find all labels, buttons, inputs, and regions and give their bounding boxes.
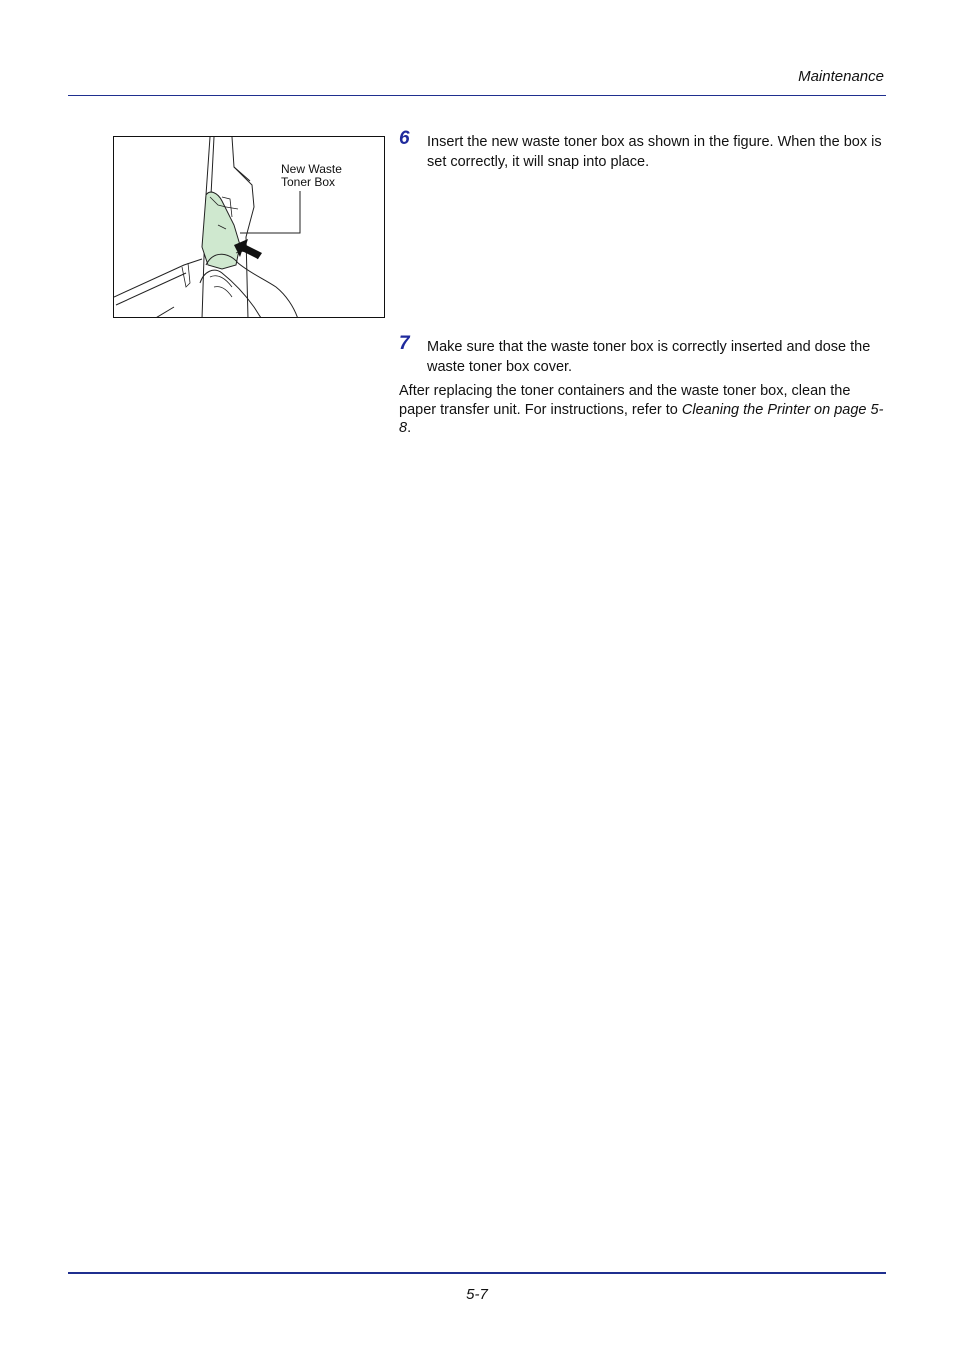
cross-reference-link[interactable]: Cleaning the Printer on page 5-8 xyxy=(399,401,884,436)
page-number: 5-7 xyxy=(466,1286,488,1303)
callout-label-line2: Toner Box xyxy=(281,175,336,189)
step-instruction: Insert the new waste toner box as shown in the figure. When the box is set correctly, it will snap into place. xyxy=(427,134,882,170)
note-text-end: . xyxy=(407,420,412,436)
callout-label-line1: New Waste xyxy=(281,162,342,176)
step-instruction: Make sure that the waste toner box is correctly inserted and dose the waste toner box cover. xyxy=(427,339,871,375)
footer-divider xyxy=(68,1272,886,1274)
callout-label xyxy=(281,163,342,189)
waste-toner-box-illustration xyxy=(113,136,385,318)
step-number: 6 xyxy=(399,128,410,149)
step-number: 7 xyxy=(399,333,410,354)
note-text: After replacing the toner containers and the waste toner box, clean the paper transfer unit. For instructions, refer to xyxy=(399,383,851,418)
printer-hand-drawing xyxy=(114,137,385,318)
after-replacement-note xyxy=(399,382,887,438)
running-header-title: Maintenance xyxy=(798,68,884,85)
header-divider xyxy=(68,95,886,96)
